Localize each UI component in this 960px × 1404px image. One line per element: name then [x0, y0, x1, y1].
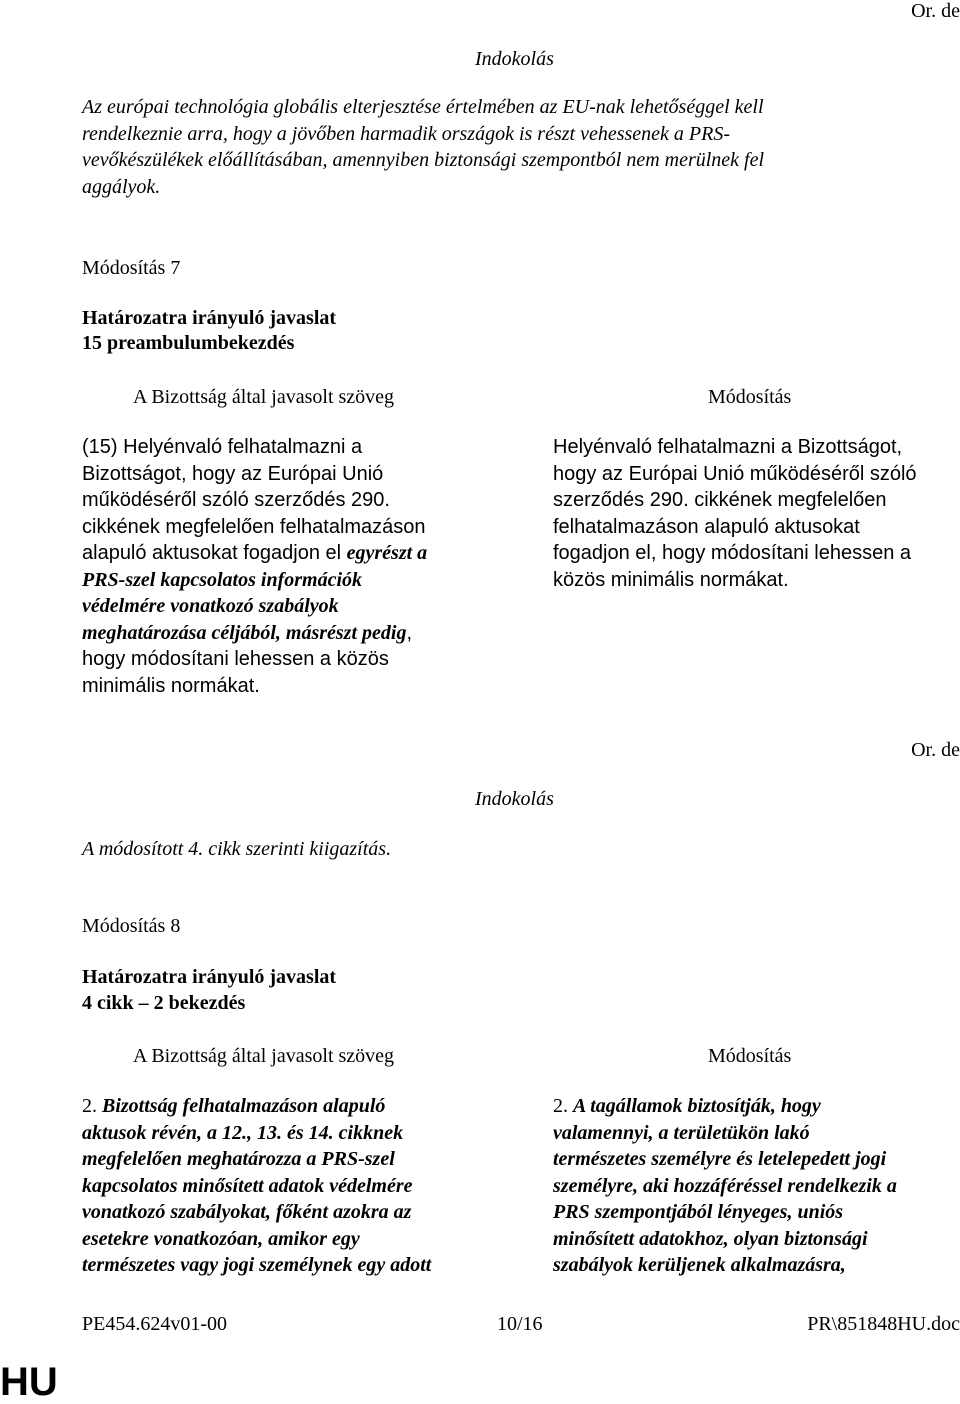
justification-line: rendelkeznie arra, hogy a jövőben harmadik országok is részt vehessenek a PRS- [82, 122, 731, 145]
inserted-text: személyre, aki hozzáféréssel rendelkezik a [553, 1174, 897, 1197]
text-segment: 2. [553, 1095, 573, 1117]
deleted-text: egyrészt a [346, 542, 428, 564]
inserted-text: természetes személyre és letelepedett jogi [553, 1148, 887, 1170]
text-line: közös minimális normákat. [553, 568, 789, 591]
deleted-text: esetekre vonatkozóan, amikor egy [82, 1227, 360, 1250]
justification-title: Indokolás [475, 48, 554, 70]
deleted-text: PRS-szel kapcsolatos információk [82, 568, 363, 591]
text-line: Helyénvaló felhatalmazni a Bizottságot, [553, 436, 903, 458]
justification-text [82, 94, 764, 200]
footer-page-number: 10/16 [497, 1313, 543, 1335]
text-line: cikkének megfelelően felhatalmazáson [82, 515, 426, 538]
amendment-reference: 4 cikk – 2 bekezdés [82, 992, 246, 1014]
inserted-text: minősített adatokhoz, olyan biztonsági [553, 1227, 868, 1250]
text-line: felhatalmazáson alapuló aktusokat [553, 515, 860, 538]
justification-title: Indokolás [475, 788, 554, 810]
inserted-text: A tagállamok biztosítják, hogy [573, 1095, 821, 1117]
original-language-ref: Or. de [911, 739, 960, 761]
column-header-commission-text: A Bizottság által javasolt szöveg [133, 386, 395, 408]
commission-text-column [82, 434, 427, 699]
deleted-text: megfelelően meghatározza a PRS-szel [82, 1148, 395, 1170]
text-line: fogadjon el, hogy módosítani lehessen a [553, 542, 912, 564]
footer-doc-ref: PE454.624v01-00 [82, 1313, 227, 1335]
text-line [82, 620, 427, 647]
inserted-text: szabályok kerüljenek alkalmazásra, [553, 1254, 846, 1276]
inserted-text: valamennyi, a területükön lakó [553, 1121, 810, 1144]
text-segment: , [406, 621, 413, 644]
footer-language-code: HU [0, 1360, 58, 1404]
amendment-text-column [553, 434, 917, 593]
text-line [82, 540, 427, 567]
text-line: szerződés 290. cikkének megfelelően [553, 489, 887, 511]
amendment-number: Módosítás 7 [82, 257, 181, 279]
deleted-text: védelmére vonatkozó szabályok [82, 595, 339, 617]
text-segment: alapuló aktusokat fogadjon el [82, 542, 347, 564]
text-line [82, 1093, 431, 1120]
proposal-title: Határozatra irányuló javaslat [82, 307, 337, 329]
column-header-commission-text: A Bizottság által javasolt szöveg [133, 1045, 395, 1067]
commission-text-column [82, 1093, 431, 1279]
text-line: hogy az Európai Unió működéséről szóló [553, 462, 917, 485]
column-header-amendment: Módosítás [708, 1045, 792, 1067]
text-line [82, 1120, 431, 1147]
justification-line: Az európai technológia globális elterjesztése értelmében az EU-nak lehetőséggel kell [82, 96, 764, 118]
column-header-amendment: Módosítás [708, 386, 792, 408]
justification-text: A módosított 4. cikk szerinti kiigazítás. [82, 838, 392, 860]
justification-line: vevőkészülékek előállításában, amennyiben biztonsági szempontból nem merülnek fel [82, 149, 765, 171]
deleted-text: cikknek [333, 1121, 404, 1144]
text-line: (15) Helyénvaló felhatalmazni a [82, 436, 363, 458]
text-line: hogy módosítani lehessen a közös [82, 648, 389, 670]
amendment-number: Módosítás 8 [82, 915, 181, 937]
proposal-title: Határozatra irányuló javaslat [82, 966, 337, 988]
text-segment: 2. [82, 1095, 102, 1117]
deleted-text: természetes vagy jogi személynek egy adott [82, 1254, 432, 1276]
deleted-text: Bizottság felhatalmazáson alapuló [102, 1095, 386, 1117]
amendment-reference: 15 preambulumbekezdés [82, 332, 295, 354]
text-line: minimális normákat. [82, 674, 260, 697]
inserted-text: PRS szempontjából lényeges, uniós [553, 1201, 844, 1223]
footer-file-name: PR\851848HU.doc [807, 1313, 960, 1335]
deleted-text: meghatározása céljából, másrészt pedig [82, 621, 407, 644]
text-line: Bizottságot, hogy az Európai Unió [82, 462, 384, 485]
amendment-text-column [553, 1093, 897, 1279]
text-line [553, 1093, 897, 1120]
justification-line: aggályok. [82, 175, 161, 198]
text-line: működéséről szóló szerződés 290. [82, 489, 390, 511]
deleted-text: vonatkozó szabályokat, főként azokra az [82, 1201, 412, 1223]
deleted-text: kapcsolatos minősített adatok védelmére [82, 1174, 413, 1197]
deleted-text: aktusok révén, a 12., 13. és 14. [82, 1121, 334, 1144]
original-language-ref: Or. de [911, 0, 960, 22]
